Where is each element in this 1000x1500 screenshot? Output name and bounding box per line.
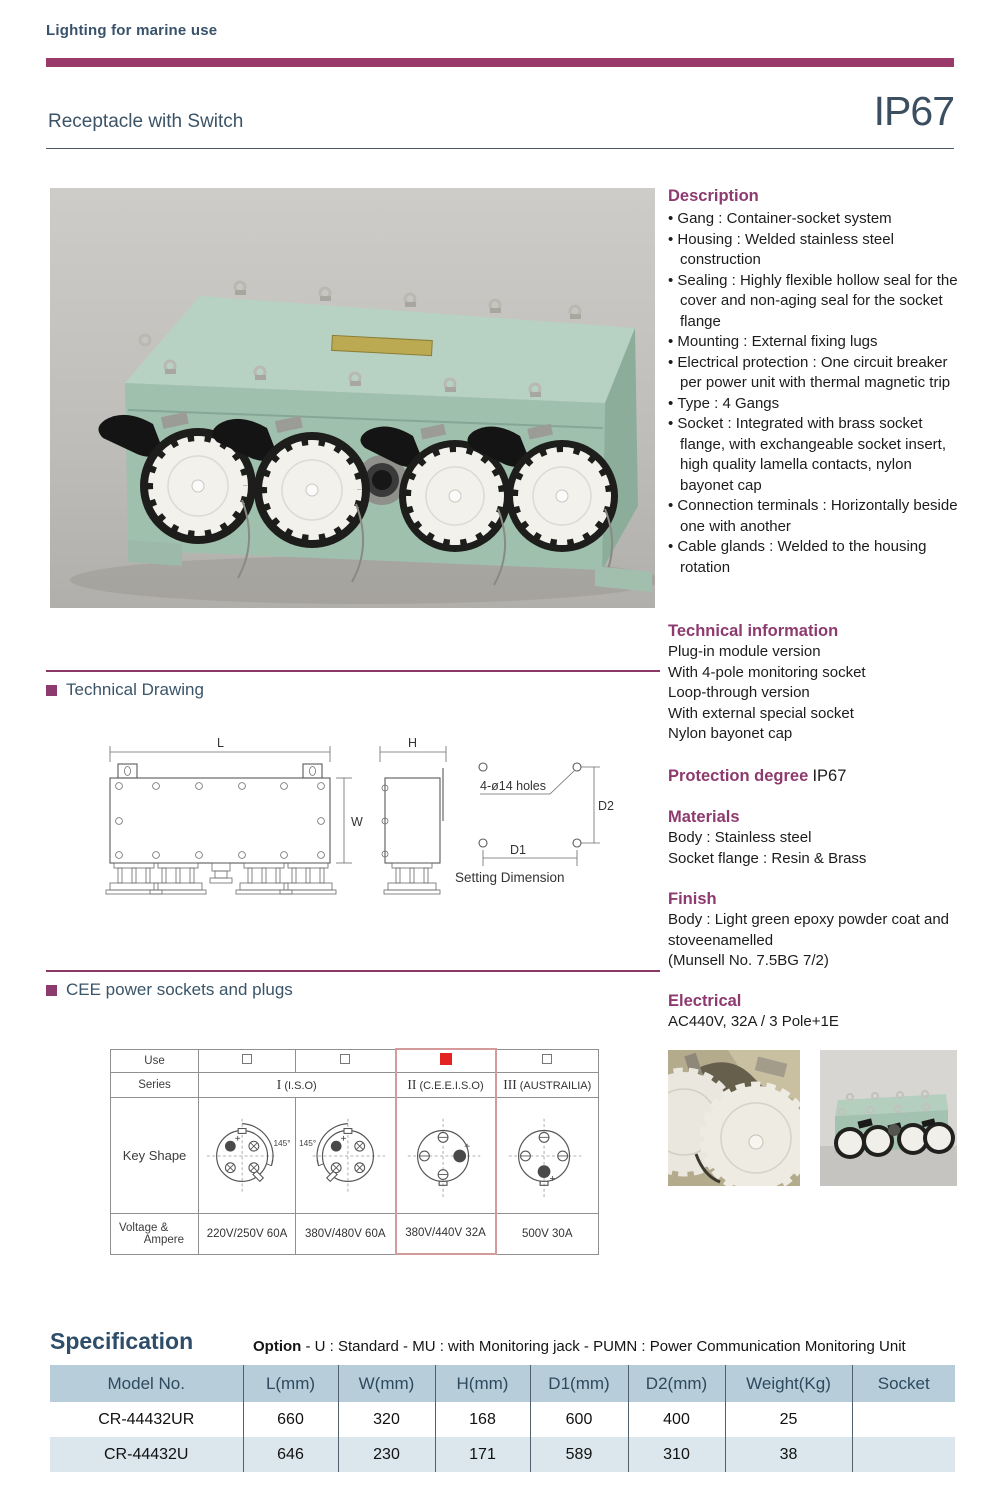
list-item: • Electrical protection : One circuit breaker per power unit with thermal magnetic trip — [668, 353, 964, 394]
technical-information-heading: Technical information — [668, 622, 839, 640]
list-item: Body : Stainless steel — [668, 829, 812, 846]
cee-section-heading — [46, 980, 293, 1000]
finish-section — [668, 889, 964, 972]
use-checkbox-0 — [242, 1054, 252, 1064]
voltage-cell: 220V/250V 60A — [199, 1213, 296, 1254]
key-shape-diagram-1 — [199, 1102, 295, 1206]
list-item: Body : Light green epoxy powder coat and stoveenamelled — [668, 911, 950, 949]
setting-dimension-caption: Setting Dimension — [455, 870, 565, 885]
mounting-foot — [128, 540, 182, 566]
description-heading: Description — [668, 187, 759, 205]
option-text: - U : Standard - MU : with Monitoring jack - PUMN : Power Communication Monitoring Unit — [305, 1338, 906, 1355]
list-item: • Type : 4 Gangs — [668, 394, 964, 415]
cee-use-row — [111, 1049, 599, 1072]
description-section — [668, 186, 964, 578]
section-bullet-square — [46, 685, 57, 696]
specification-table — [50, 1365, 955, 1472]
electrical-lines — [668, 1012, 964, 1033]
spec-column-header: H(mm) — [435, 1365, 530, 1402]
angle-label: 145° — [273, 1137, 291, 1148]
technical-information-section — [668, 621, 964, 745]
spec-cell: 310 — [628, 1437, 725, 1472]
spec-cell: CR-44432UR — [50, 1402, 243, 1437]
protection-degree-heading: Protection degree — [668, 767, 809, 785]
spec-cell: 320 — [338, 1402, 435, 1437]
spec-cell: 400 — [628, 1402, 725, 1437]
drawing-setting-dimension — [455, 763, 614, 885]
list-item: • Sealing : Highly flexible hollow seal for the cover and non-aging seal for the socket flange — [668, 271, 964, 333]
electrical-heading: Electrical — [668, 992, 742, 1010]
cee-table — [110, 1048, 599, 1255]
spec-cell: 660 — [243, 1402, 338, 1437]
drawing-side-view — [380, 736, 446, 894]
spec-table-row — [50, 1402, 955, 1437]
section-bullet-square — [46, 985, 57, 996]
spec-cell: 600 — [530, 1402, 628, 1437]
series-cee-iso: II (C.E.E.I.S.O) — [396, 1072, 496, 1097]
spec-cell — [852, 1437, 955, 1472]
spec-table-row — [50, 1437, 955, 1472]
use-checkbox-3 — [542, 1054, 552, 1064]
series-iso: I (I.S.O) — [199, 1072, 396, 1097]
spec-column-header: D1(mm) — [530, 1365, 628, 1402]
protection-degree-section — [668, 766, 964, 788]
spec-column-header: Model No. — [50, 1365, 243, 1402]
title-rule — [46, 148, 954, 149]
finish-heading: Finish — [668, 890, 717, 908]
use-checkbox-2 — [440, 1053, 452, 1065]
cee-voltage-row — [111, 1213, 599, 1254]
voltage-cell: 380V/480V 60A — [296, 1213, 396, 1254]
spec-cell: 168 — [435, 1402, 530, 1437]
list-item: Socket flange : Resin & Brass — [668, 849, 867, 867]
cee-series-row — [111, 1072, 599, 1097]
page-title: Receptacle with Switch — [48, 111, 244, 132]
section-divider — [46, 970, 660, 972]
spec-column-header: Weight(Kg) — [725, 1365, 852, 1402]
key-shape-diagram-3 — [398, 1102, 494, 1206]
spec-column-header: D2(mm) — [628, 1365, 725, 1402]
dim-label-H: H — [408, 736, 418, 750]
specification-option-line — [253, 1338, 906, 1355]
spec-cell: 38 — [725, 1437, 852, 1472]
technical-drawing — [72, 726, 632, 926]
list-item: With external special socket — [668, 704, 854, 722]
technical-drawing-heading — [46, 680, 204, 700]
list-item: Plug-in module version — [668, 643, 821, 660]
dim-label-D1: D1 — [510, 843, 526, 857]
dim-label-L: L — [217, 736, 224, 750]
list-item: • Connection terminals : Horizontally beside one with another — [668, 496, 964, 537]
spec-cell — [852, 1402, 955, 1437]
key-shape-diagram-4 — [499, 1102, 595, 1206]
spec-column-header: Socket — [852, 1365, 955, 1402]
technical-drawing-heading-label: Technical Drawing — [66, 680, 204, 699]
page-kicker: Lighting for marine use — [46, 22, 218, 39]
spec-column-header: L(mm) — [243, 1365, 338, 1402]
materials-section — [668, 807, 964, 869]
list-item: (Munsell No. 7.5BG 7/2) — [668, 952, 829, 969]
section-divider — [46, 670, 660, 672]
voltage-row-label: Voltage & Ampere — [111, 1213, 199, 1254]
keyshape-row-label: Key Shape — [111, 1097, 199, 1213]
ip-rating-badge: IP67 — [873, 88, 954, 134]
header-accent-bar — [46, 58, 954, 67]
list-item: • Housing : Welded stainless steel construction — [668, 230, 964, 271]
spec-table-header-row — [50, 1365, 955, 1402]
list-item: • Mounting : External fixing lugs — [668, 332, 964, 353]
materials-heading: Materials — [668, 808, 740, 826]
use-checkbox-1 — [340, 1054, 350, 1064]
use-row-label: Use — [111, 1049, 199, 1072]
spec-cell: 646 — [243, 1437, 338, 1472]
angle-label: 145° — [299, 1137, 317, 1148]
dim-label-W: W — [351, 815, 363, 829]
list-item: • Cable glands : Welded to the housing rotation — [668, 537, 964, 578]
spec-table-body — [50, 1402, 955, 1472]
product-photo-detail — [668, 1050, 800, 1186]
product-photo-main — [50, 188, 655, 608]
series-row-label: Series — [111, 1072, 199, 1097]
series-australia: III (AUSTRAILIA) — [496, 1072, 599, 1097]
spec-cell: 230 — [338, 1437, 435, 1472]
list-item: With 4-pole monitoring socket — [668, 663, 866, 681]
cee-keyshape-row — [111, 1097, 599, 1213]
list-item: Nylon bayonet cap — [668, 725, 793, 742]
product-photo-front — [820, 1050, 957, 1186]
dim-label-D2: D2 — [598, 799, 614, 813]
list-item: Loop-through version — [668, 684, 810, 701]
spec-cell: 589 — [530, 1437, 628, 1472]
list-item: • Socket : Integrated with brass socket flange, with exchangeable socket insert, high quality lamella contacts, nylon bayonet cap — [668, 414, 964, 496]
specification-heading: Specification — [50, 1328, 194, 1354]
finish-lines — [668, 910, 964, 972]
electrical-section — [668, 991, 964, 1033]
technical-information-lines — [668, 642, 964, 745]
spec-column-header: W(mm) — [338, 1365, 435, 1402]
option-label: Option — [253, 1338, 302, 1355]
description-list — [668, 209, 964, 578]
list-item: AC440V, 32A / 3 Pole+1E — [668, 1013, 839, 1030]
holes-label: 4-ø14 holes — [480, 779, 547, 793]
protection-degree-value: IP67 — [812, 767, 847, 785]
cee-section-heading-label: CEE power sockets and plugs — [66, 980, 293, 999]
spec-cell: CR-44432U — [50, 1437, 243, 1472]
key-shape-diagram-2 — [297, 1102, 393, 1206]
voltage-cell: 500V 30A — [496, 1213, 599, 1254]
spec-cell: 171 — [435, 1437, 530, 1472]
materials-lines — [668, 828, 964, 869]
voltage-cell: 380V/440V 32A — [396, 1213, 496, 1254]
drawing-top-view — [106, 736, 363, 894]
list-item: • Gang : Container-socket system — [668, 209, 964, 230]
spec-cell: 25 — [725, 1402, 852, 1437]
